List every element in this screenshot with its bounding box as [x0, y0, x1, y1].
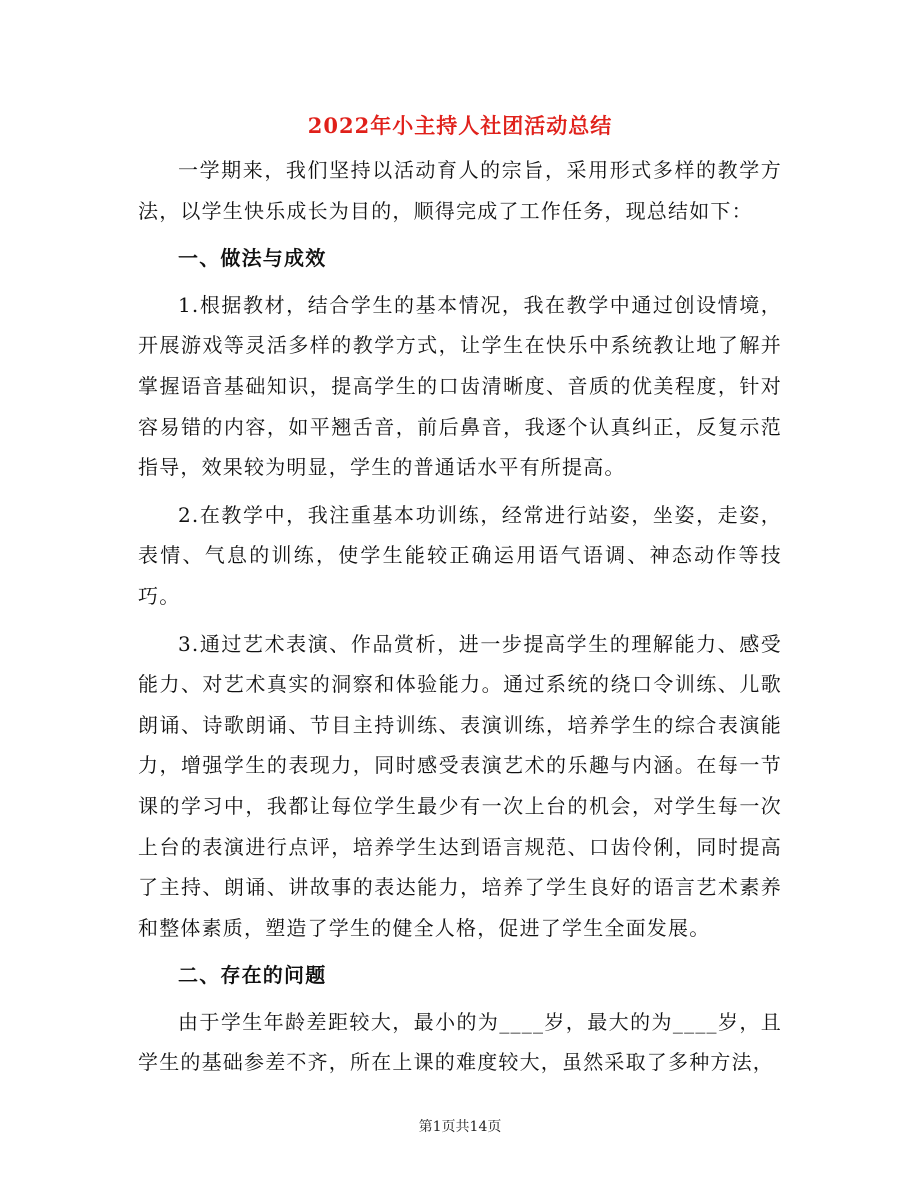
paragraph-1: 1.根据教材，结合学生的基本情况，我在教学中通过创设情境，开展游戏等灵活多样的教学方式，让学生在快乐中系统教让地了解并掌握语音基础知识，提高学生的口齿清晰度、音质的优美程度，针对容易错的内容，如平翘舌音，前后鼻音，我逐个认真纠正，反复示范指导，效果较为明显，学生的普通话水平有所提高。 [138, 292, 782, 480]
document-title: 2022年小主持人社团活动总结 [307, 113, 613, 138]
paragraph-3: 3.通过艺术表演、作品赏析，进一步提高学生的理解能力、感受能力、对艺术真实的洞察和体验能力。通过系统的绕口令训练、儿歌朗诵、诗歌朗诵、节目主持训练、表演训练，培养学生的综合表演能力，增强学生的表现力，同时感受表演艺术的乐趣与内涵。在每一节课的学习中，我都让每位学生最少有一次上台的机会，对学生每一次上台的表演进行点评，培养学生达到语言规范、口齿伶俐，同时提高了主持、朗诵、讲故事的表达能力，培养了学生良好的语言艺术素养和整体素质，塑造了学生的健全人格，促进了学生全面发展。 [138, 631, 782, 940]
page-number: 第1页共14页 [418, 1119, 502, 1135]
section-heading-2: 二、存在的问题 [178, 963, 327, 988]
document-body [138, 150, 782, 1090]
section-heading-1: 一、做法与成效 [178, 246, 327, 271]
intro-paragraph: 一学期来，我们坚持以活动育人的宗旨，采用形式多样的教学方法，以学生快乐成长为目的，顺得完成了工作任务，现总结如下： [138, 158, 782, 223]
paragraph-4: 由于学生年龄差距较大，最小的为____岁，最大的为____岁，且学生的基础参差不齐，所在上课的难度较大，虽然采取了多种方法， [138, 1009, 782, 1075]
paragraph-2: 2.在教学中，我注重基本功训练，经常进行站姿，坐姿，走姿，表情、气息的训练，使学生能较正确运用语气语调、神态动作等技巧。 [138, 502, 782, 608]
